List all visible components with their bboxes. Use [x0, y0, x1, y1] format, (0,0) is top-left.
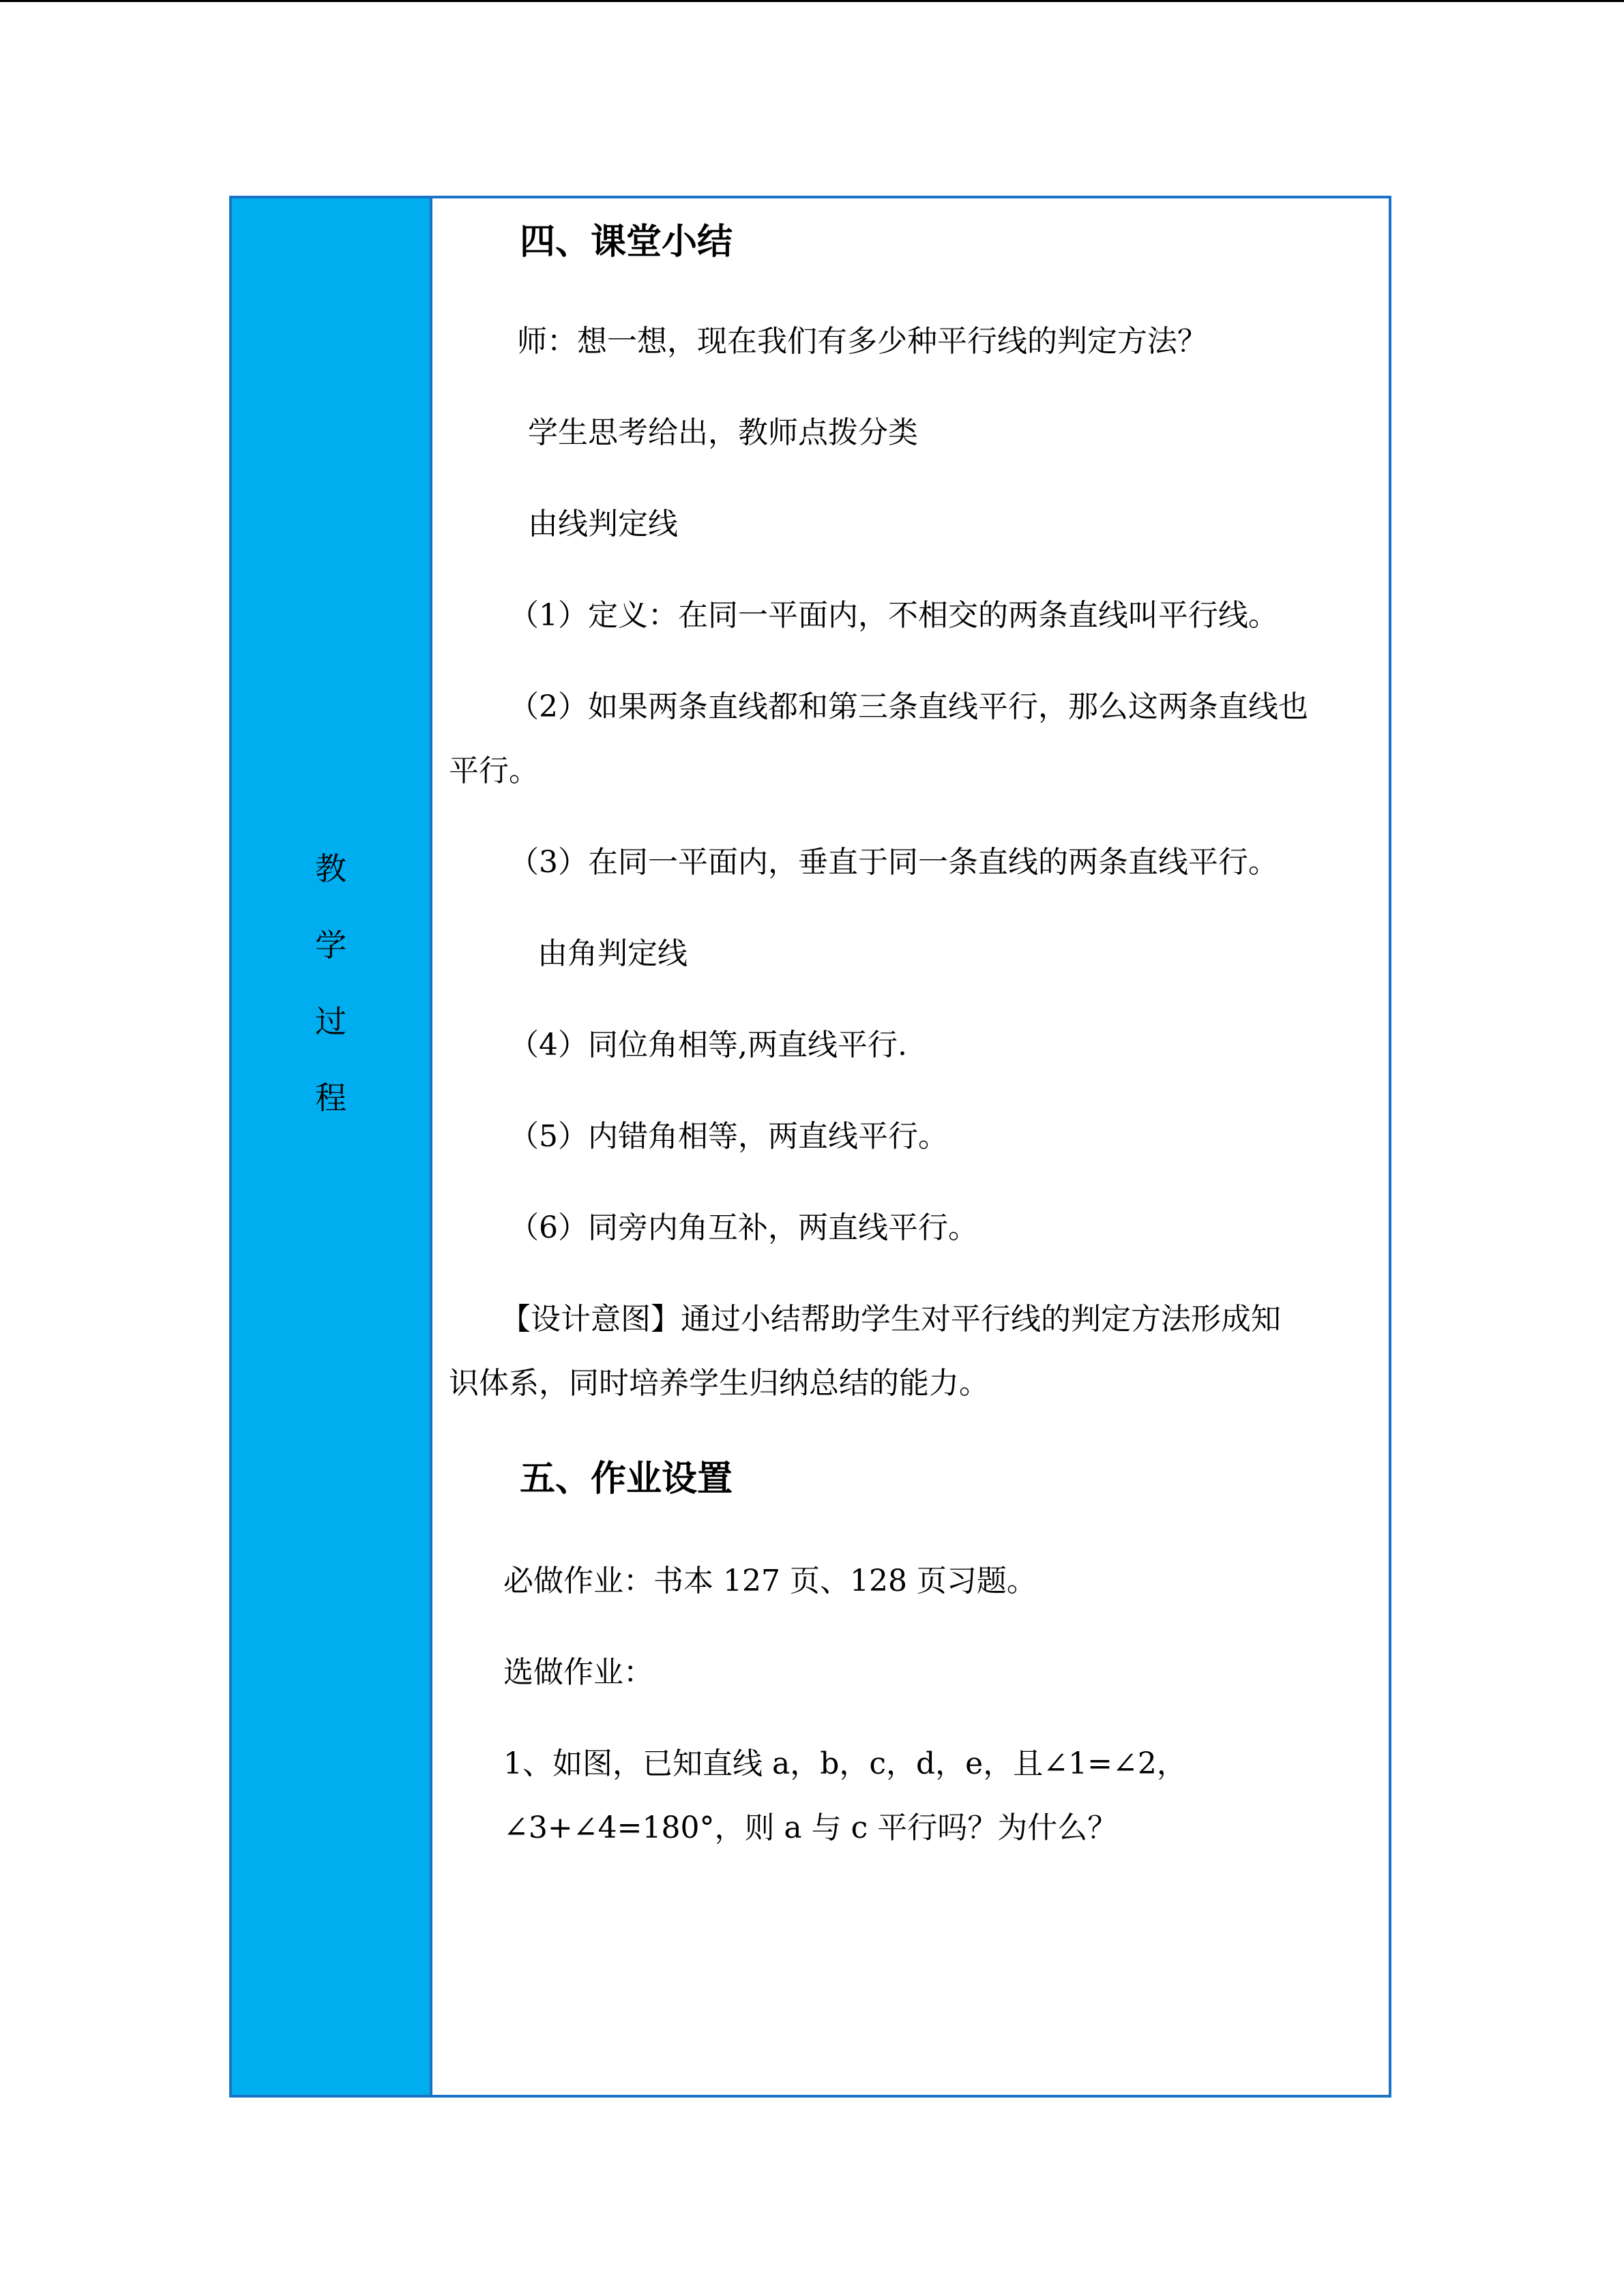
optional-homework-title: 选做作业： [503, 1655, 653, 1690]
design-intent: 【设计意图】通过小结帮助学生对平行线的判定方法形成知 [501, 1302, 1281, 1337]
section4-heading: 四、课堂小结 [520, 222, 733, 263]
side-label-char: 过 [315, 1003, 346, 1040]
question-1-cont: ∠3+∠4=180°，则 a 与 c 平行吗？为什么？ [503, 1810, 1118, 1845]
side-label [232, 850, 430, 1159]
criterion-item-2-cont: 平行。 [449, 754, 539, 788]
criterion-item-2: （2）如果两条直线都和第三条直线平行，那么这两条直线也 [509, 689, 1308, 724]
side-column [232, 198, 432, 2095]
teacher-question: 师：想一想，现在我们有多少种平行线的判定方法？ [517, 324, 1207, 359]
group2-title: 由角判定线 [537, 936, 688, 971]
criterion-item-1: （1）定义：在同一平面内，不相交的两条直线叫平行线。 [509, 598, 1278, 633]
side-label-char: 学 [315, 927, 346, 964]
criterion-item-4: （4）同位角相等,两直线平行. [509, 1028, 907, 1062]
group1-title: 由线判定线 [528, 507, 678, 541]
side-label-char: 程 [315, 1079, 346, 1116]
page-top-rule [0, 0, 1624, 2]
lesson-table [229, 196, 1391, 2098]
question-1: 1、如图，已知直线 a，b，c，d，e，且∠1=∠2， [503, 1746, 1187, 1781]
side-label-char: 教 [315, 850, 346, 887]
content-column [432, 198, 1389, 2095]
student-response: 学生思考给出，教师点拨分类 [528, 415, 918, 450]
required-homework: 必做作业：书本 127 页、128 页习题。 [503, 1564, 1037, 1598]
criterion-item-5: （5）内错角相等，两直线平行。 [509, 1119, 948, 1154]
criterion-item-3: （3）在同一平面内，垂直于同一条直线的两条直线平行。 [509, 845, 1278, 880]
section5-heading: 五、作业设置 [520, 1459, 733, 1500]
design-intent-cont: 识体系，同时培养学生归纳总结的能力。 [449, 1366, 989, 1401]
criterion-item-6: （6）同旁内角互补，两直线平行。 [509, 1210, 978, 1245]
